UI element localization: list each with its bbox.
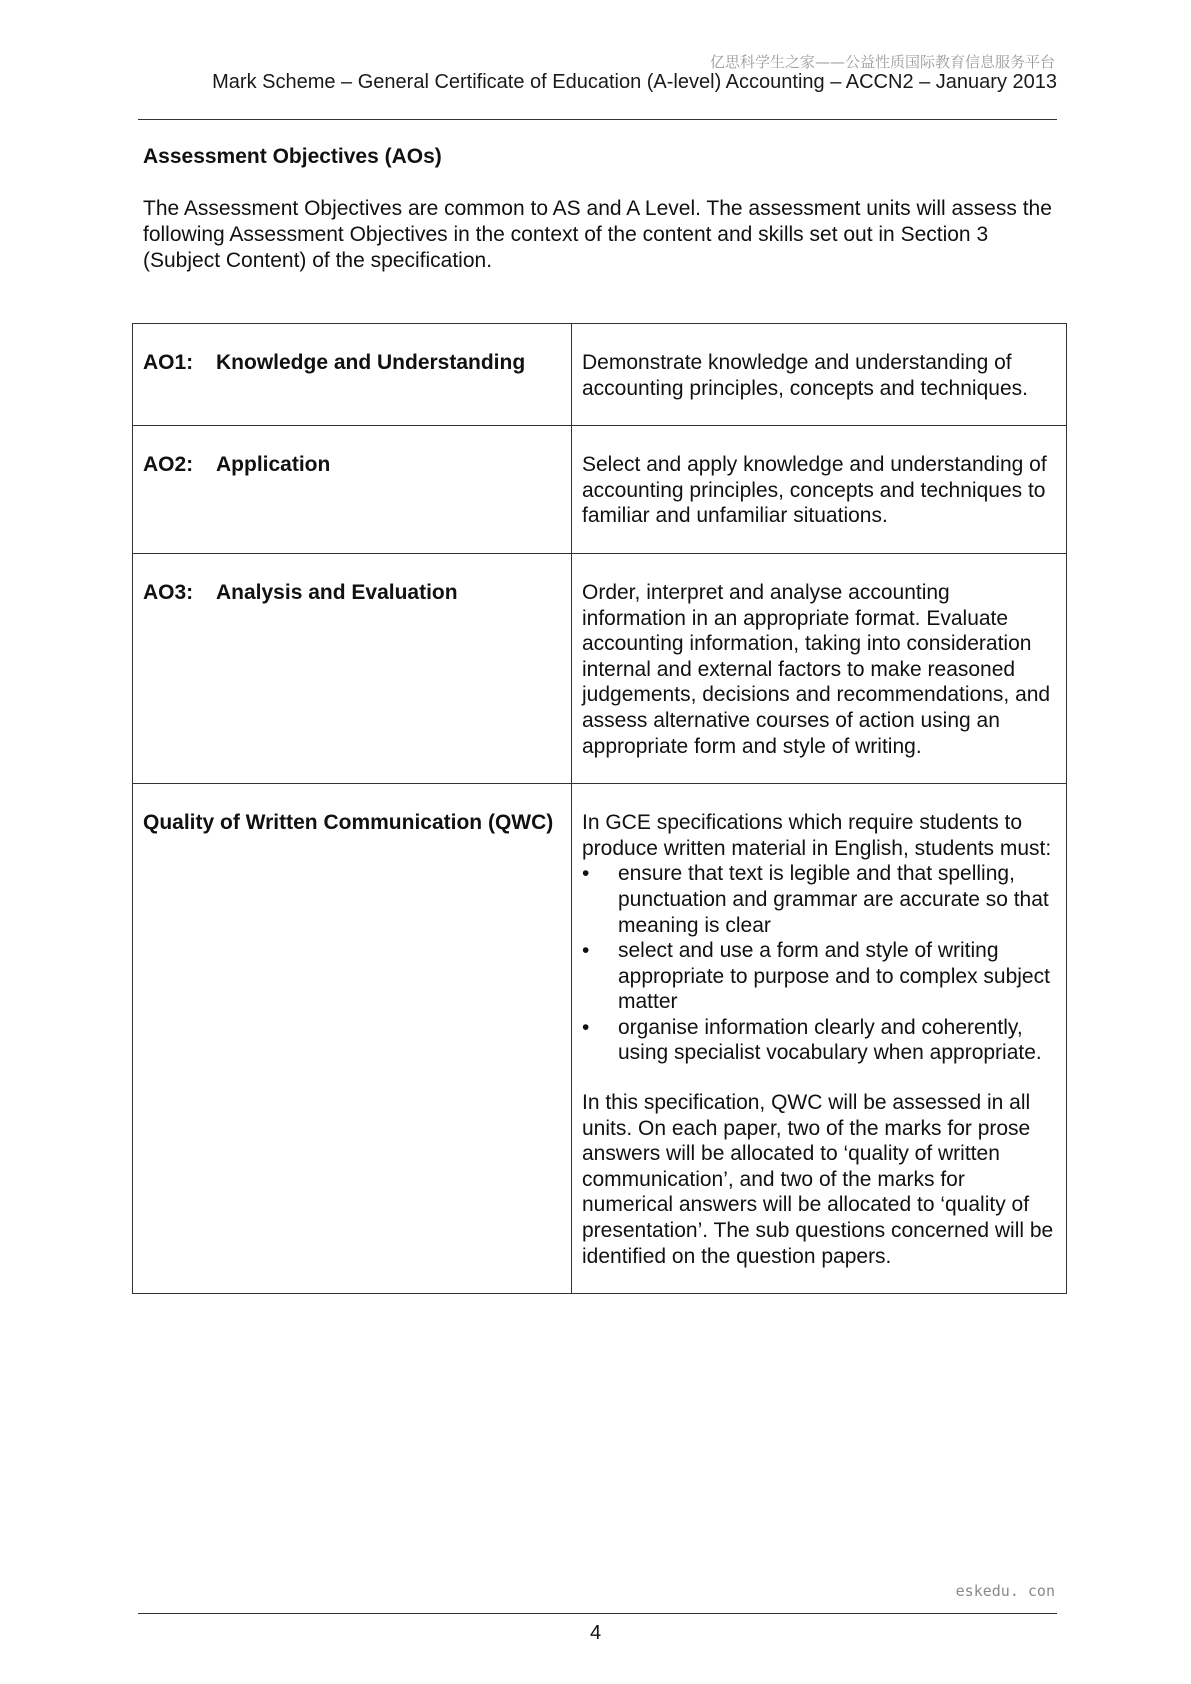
header-rule <box>138 119 1057 120</box>
objective-name: Knowledge and Understanding <box>216 351 526 374</box>
header-watermark: 亿思科学生之家——公益性质国际教育信息服务平台 <box>709 53 1055 71</box>
intro-paragraph: The Assessment Objectives are common to AS and A Level. The assessment units will assess the following Assessment Objectives in the context of the content and skills set out in Section 3 (Subject Content) of the specification. <box>143 197 1052 272</box>
list-item: • select and use a form and style of writing appropriate to purpose and to complex subject matter <box>582 938 1056 1015</box>
objective-code: AO1: <box>143 351 194 374</box>
objective-description: Order, interpret and analyse accounting information in an appropriate format. Evaluate accounting information, taking into consideration internal and external factors to make reasoned judgements, decisions and recommendations, and assess alternative courses of action using an appropriate form and style of writing. <box>572 553 1067 783</box>
objective-name-cell <box>133 426 572 554</box>
objective-name: Analysis and Evaluation <box>216 580 458 604</box>
objective-name-cell <box>133 324 572 426</box>
list-item: • ensure that text is legible and that spelling, punctuation and grammar are accurate so that meaning is clear <box>582 861 1056 938</box>
assessment-objectives-table <box>132 323 1067 1294</box>
qwc-intro: In GCE specifications which require students to produce written material in English, students must: <box>582 811 1052 860</box>
objective-description: Select and apply knowledge and understanding of accounting principles, concepts and techniques to familiar and unfamiliar situations. <box>572 426 1067 554</box>
qwc-name: Quality of Written Communication (QWC) <box>133 784 572 1294</box>
running-header: Mark Scheme – General Certificate of Education (A-level) Accounting – ACCN2 – January 2013 <box>212 71 1057 93</box>
table-row <box>133 324 1067 426</box>
objective-name: Application <box>216 453 331 477</box>
qwc-note: In this specification, QWC will be assessed in all units. On each paper, two of the marks for prose answers will be allocated to ‘quality of written communication’, and two of the marks for numerical answers will be allocated to ‘quality of presentation’. The sub questions concerned will be identified on the question papers. <box>582 1091 1054 1268</box>
table-row <box>133 553 1067 783</box>
page-number: 4 <box>589 1622 602 1644</box>
objective-code: AO2: <box>143 453 194 477</box>
objective-description: Demonstrate knowledge and understanding of accounting principles, concepts and techniques. <box>572 324 1067 426</box>
objective-code: AO3: <box>143 580 194 604</box>
section-heading: Assessment Objectives (AOs) <box>143 145 442 168</box>
table-row <box>133 784 1067 1294</box>
footer-rule <box>138 1613 1057 1614</box>
list-item: • organise information clearly and coherently, using specialist vocabulary when appropriate. <box>582 1015 1056 1066</box>
table-row <box>133 426 1067 554</box>
qwc-requirements-list <box>582 861 1056 1066</box>
qwc-description-cell <box>572 784 1067 1294</box>
objective-name-cell <box>133 553 572 783</box>
footer-watermark: eskedu. con <box>955 1582 1055 1600</box>
